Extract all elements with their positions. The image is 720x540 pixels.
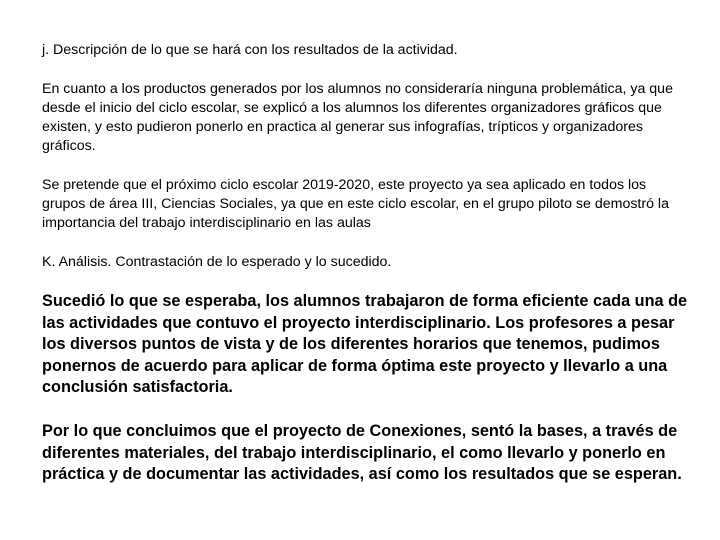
section-k-paragraph-2: Por lo que concluimos que el proyecto de Conexiones, sentó la bases, a través de diferentes materiales, del trabajo interdisciplinario, el como llevarlo y ponerlo en práctica y de documentar las actividades, así como los resultados que se esperan. [42,422,682,484]
section-j-paragraph-1: En cuanto a los productos generados por los alumnos no consideraría ninguna problemática, ya que desde el inicio del ciclo escolar, se explicó a los alumnos los diferentes organizadores gráficos que existen, y esto pudieron ponerlo en practica al generar sus infografías, trípticos y organizadores gráficos. [42,81,673,154]
section-k-paragraph-1: Sucedió lo que se esperaba, los alumnos trabajaron de forma eficiente cada una de las actividades que contuvo el proyecto interdisciplinario. Los profesores a pesar los diversos puntos de vista y de los diferentes horarios que tenemos, pudimos ponernos de acuerdo para aplicar de forma óptima este proyecto y llevarlo a una conclusión satisfactoria. [42,292,688,397]
section-j-heading: j. Descripción de lo que se hará con los resultados de la actividad. [42,42,458,58]
section-k-heading: K. Análisis. Contrastación de lo esperado y lo sucedido. [42,254,392,270]
section-j-paragraph-2: Se pretende que el próximo ciclo escolar 2019-2020, este proyecto ya sea aplicado en todos los grupos de área III, Ciencias Sociales, ya que en este ciclo escolar, en el grupo piloto se demostró la importancia del trabajo interdisciplinario en las aulas [42,177,669,231]
